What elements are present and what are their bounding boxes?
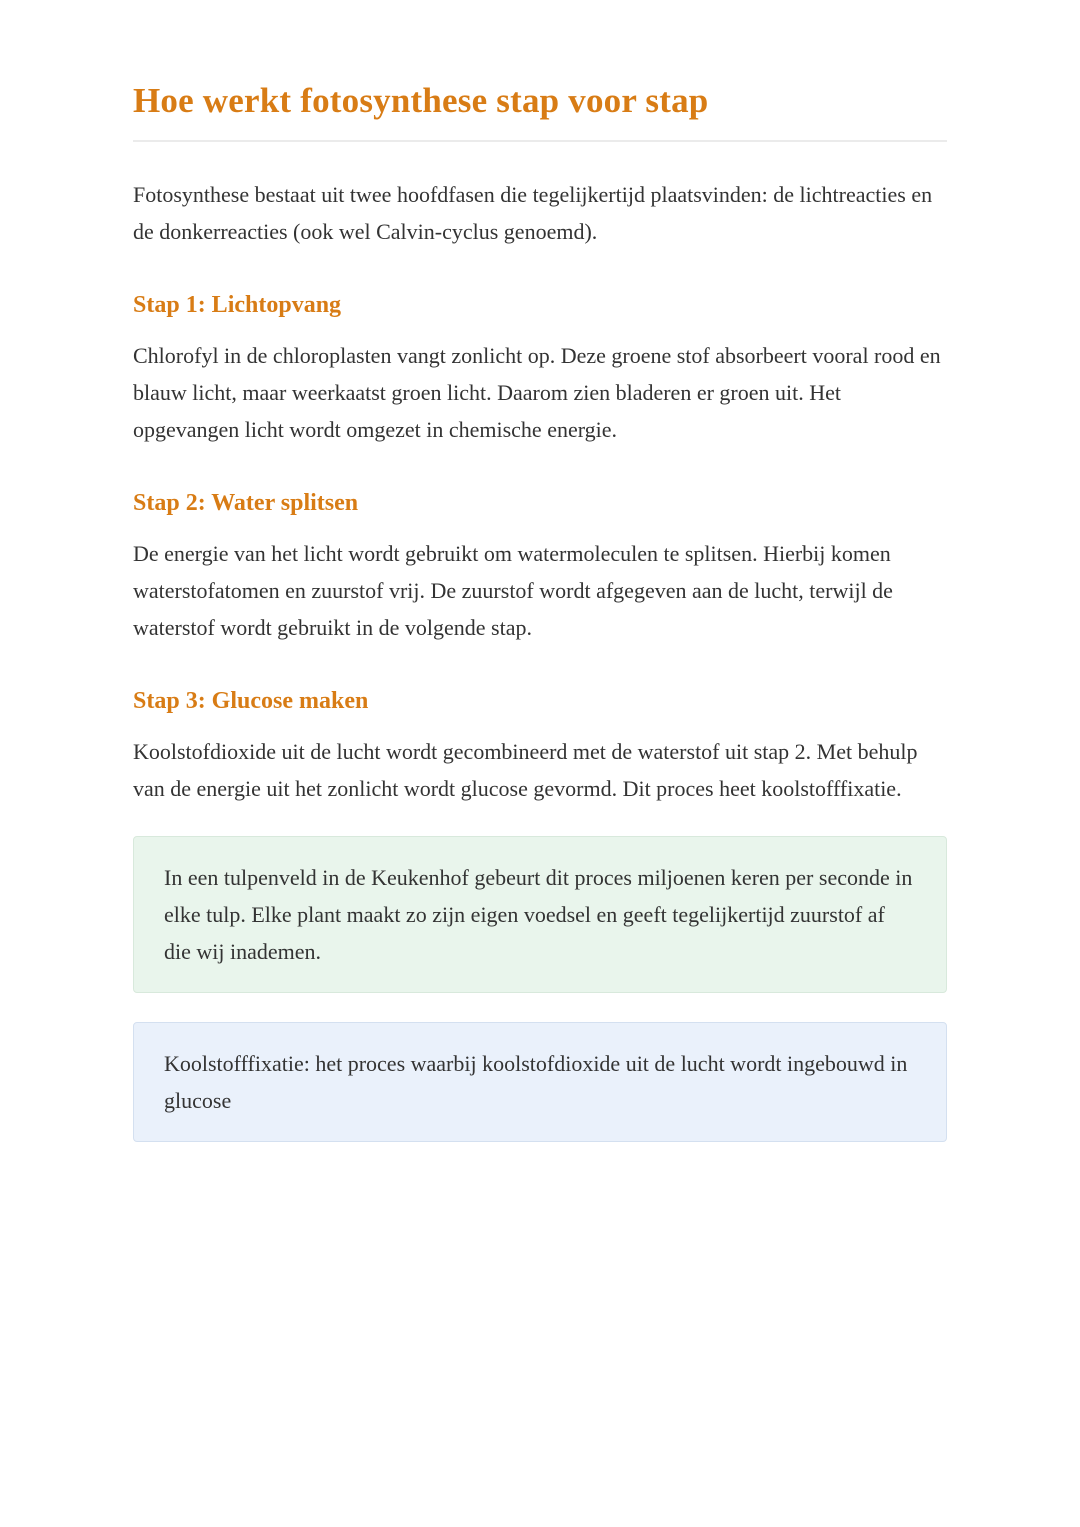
title-divider — [133, 140, 947, 142]
callout-fact-box — [133, 836, 947, 993]
step-2-heading: Stap 2: Water splitsen — [133, 490, 359, 516]
step-2-paragraph: De energie van het licht wordt gebruikt om watermoleculen te splitsen. Hierbij komen waterstofatomen en zuurstof vrij. De zuurstof wordt afgegeven aan de lucht, terwijl de waterstof wordt gebruikt in de volgende stap. — [133, 541, 893, 640]
article-page — [133, 0, 947, 1142]
callout-fact-text: In een tulpenveld in de Keukenhof gebeurt dit proces miljoenen keren per seconde in elke tulp. Elke plant maakt zo zijn eigen voedsel en geeft tegelijkertijd zuurstof af die wij inademen. — [164, 865, 913, 964]
page-title: Hoe werkt fotosynthese stap voor stap — [133, 81, 709, 120]
step-3-heading: Stap 3: Glucose maken — [133, 688, 369, 714]
intro-paragraph: Fotosynthese bestaat uit twee hoofdfasen die tegelijkertijd plaatsvinden: de lichtreacties en de donkerreacties (ook wel Calvin-cyclus genoemd). — [133, 182, 933, 244]
step-3-paragraph: Koolstofdioxide uit de lucht wordt gecombineerd met de waterstof uit stap 2. Met behulp van de energie uit het zonlicht wordt glucose gevormd. Dit proces heet koolstofffixatie. — [133, 739, 918, 801]
step-1-paragraph: Chlorofyl in de chloroplasten vangt zonlicht op. Deze groene stof absorbeert vooral rood en blauw licht, maar weerkaatst groen licht. Daarom zien bladeren er groen uit. Het opgevangen licht wordt omgezet in chemische energie. — [133, 343, 941, 442]
callout-definition-box — [133, 1022, 947, 1142]
step-1-heading: Stap 1: Lichtopvang — [133, 292, 342, 318]
section-step-3 — [133, 686, 947, 807]
section-step-2 — [133, 488, 947, 646]
callout-definition-text: Koolstofffixatie: het proces waarbij koolstofdioxide uit de lucht wordt ingebouwd in glucose — [164, 1051, 908, 1113]
section-step-1 — [133, 290, 947, 448]
